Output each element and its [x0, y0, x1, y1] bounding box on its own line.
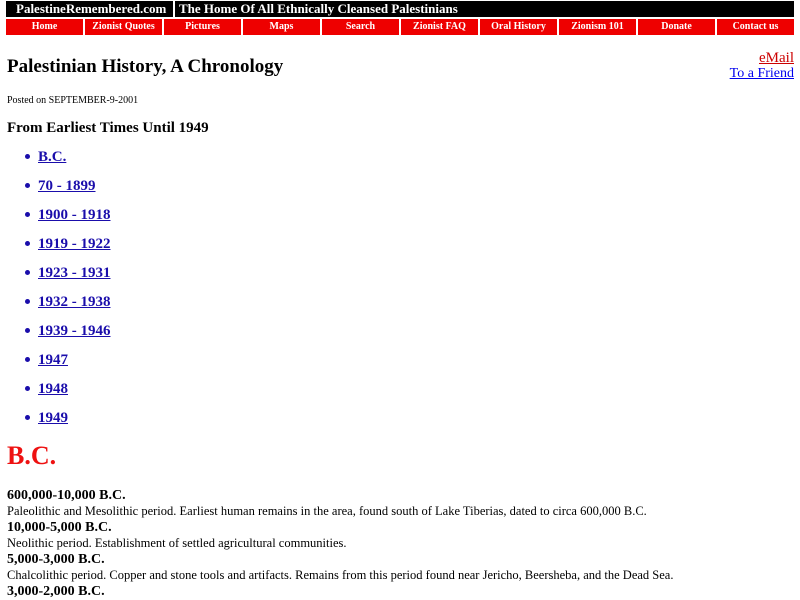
toc-item: [22, 146, 111, 175]
bullet-icon: [25, 386, 30, 391]
entry-period: 600,000-10,000 B.C.: [7, 488, 126, 503]
entry-description: Chalcolithic period. Copper and stone tools and artifacts. Remains from this period found near Jericho, Beersheba, and the Dead Sea.: [7, 568, 674, 582]
site-tagline: The Home Of All Ethnically Cleansed Palestinians: [179, 1, 458, 16]
main-nav: [6, 19, 794, 35]
site-name[interactable]: PalestineRemembered.com: [6, 1, 175, 17]
bullet-icon: [25, 299, 30, 304]
toc-link-1939-1946[interactable]: 1939 - 1946: [38, 323, 111, 339]
bullet-icon: [25, 241, 30, 246]
toc-link-bc[interactable]: B.C.: [38, 149, 67, 165]
toc-link-1947[interactable]: 1947: [38, 352, 68, 368]
section-heading: From Earliest Times Until 1949: [7, 120, 209, 136]
entry-description: Neolithic period. Establishment of settled agricultural communities.: [7, 536, 347, 550]
bullet-icon: [25, 212, 30, 217]
bullet-icon: [25, 357, 30, 362]
toc-link-1923-1931[interactable]: 1923 - 1931: [38, 265, 111, 281]
nav-pictures[interactable]: Pictures: [164, 19, 241, 35]
nav-zionism-101[interactable]: Zionism 101: [559, 19, 636, 35]
toc-link-1948[interactable]: 1948: [38, 381, 68, 397]
toc-item: [22, 378, 111, 407]
nav-search[interactable]: Search: [322, 19, 399, 35]
nav-zionist-faq[interactable]: Zionist FAQ: [401, 19, 478, 35]
toc-item: [22, 407, 111, 436]
share-links: [730, 50, 794, 82]
toc-item: [22, 233, 111, 262]
toc-item: [22, 291, 111, 320]
to-a-friend-link[interactable]: To a Friend: [729, 66, 794, 81]
nav-zionist-quotes[interactable]: Zionist Quotes: [85, 19, 162, 35]
entry-period: 10,000-5,000 B.C.: [7, 520, 112, 535]
posted-date: Posted on SEPTEMBER-9-2001: [7, 95, 139, 106]
toc-link-1949[interactable]: 1949: [38, 410, 68, 426]
nav-contact-us[interactable]: Contact us: [717, 19, 794, 35]
bullet-icon: [25, 183, 30, 188]
page-title: Palestinian History, A Chronology: [7, 56, 284, 77]
bc-entries: [7, 487, 793, 600]
toc-item: [22, 204, 111, 233]
toc-link-1919-1922[interactable]: 1919 - 1922: [38, 236, 111, 252]
toc-item: [22, 349, 111, 378]
entry-description: Paleolithic and Mesolithic period. Earliest human remains in the area, found south of Lake Tiberias, dated to circa 600,000 B.C.: [7, 504, 647, 518]
toc-item: [22, 320, 111, 349]
bc-section-heading: B.C.: [7, 441, 57, 470]
toc-link-70-1899[interactable]: 70 - 1899: [38, 178, 96, 194]
bullet-icon: [25, 415, 30, 420]
toc-item: [22, 262, 111, 291]
toc-item: [22, 175, 111, 204]
bullet-icon: [25, 270, 30, 275]
nav-maps[interactable]: Maps: [243, 19, 320, 35]
toc-link-1932-1938[interactable]: 1932 - 1938: [38, 294, 111, 310]
nav-oral-history[interactable]: Oral History: [480, 19, 557, 35]
toc-link-1900-1918[interactable]: 1900 - 1918: [38, 207, 111, 223]
email-link[interactable]: eMail: [759, 50, 794, 66]
nav-donate[interactable]: Donate: [638, 19, 715, 35]
site-header-bar: [6, 1, 794, 17]
bullet-icon: [25, 328, 30, 333]
bullet-icon: [25, 154, 30, 159]
nav-home[interactable]: Home: [6, 19, 83, 35]
entry-period: 5,000-3,000 B.C.: [7, 552, 105, 567]
toc-list: [22, 146, 111, 436]
entry-period: 3,000-2,000 B.C.: [7, 584, 105, 599]
